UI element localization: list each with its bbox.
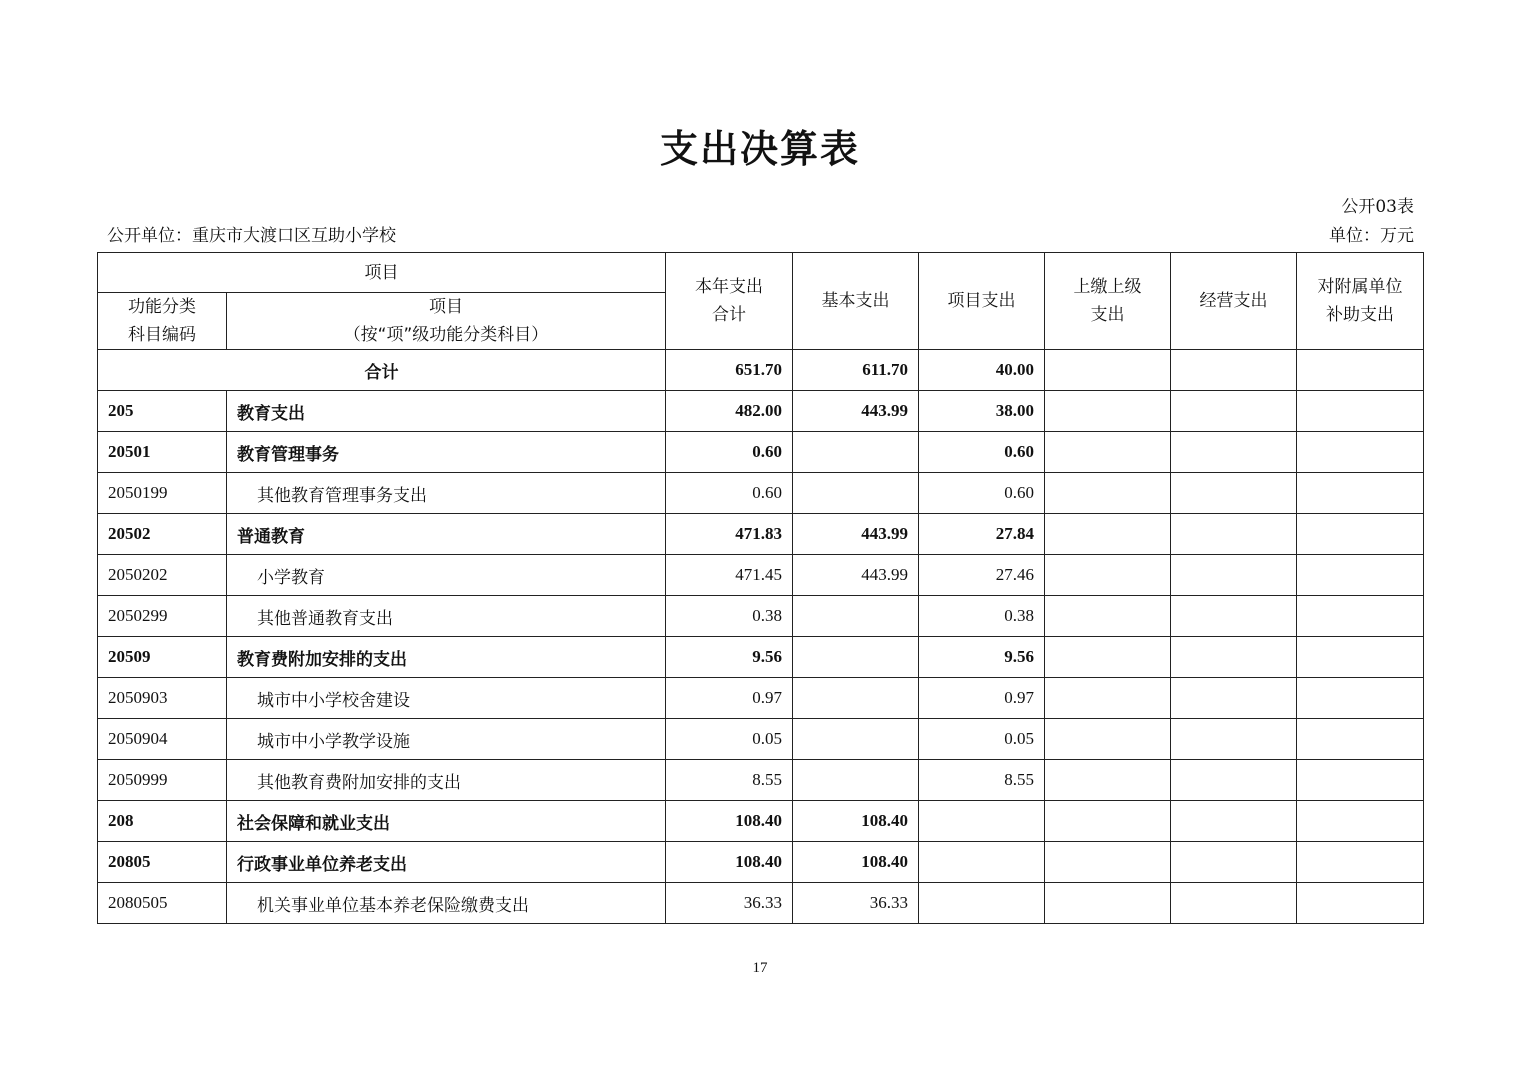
cell-subsidy [1297,555,1424,596]
form-number: 公开03表 [1341,197,1414,217]
cell-basic [793,596,919,637]
total-cell-basic: 611.70 [793,350,919,391]
table-row [98,555,1424,596]
cell-basic: 108.40 [793,842,919,883]
cell-basic: 443.99 [793,391,919,432]
cell-basic [793,473,919,514]
cell-remit [1045,883,1171,924]
header-project-expense: 项目支出 [919,253,1045,350]
table-row [98,883,1424,924]
cell-project: 0.60 [919,432,1045,473]
header-business: 经营支出 [1171,253,1297,350]
cell-basic [793,678,919,719]
cell-code: 205 [98,391,227,432]
cell-code: 2050202 [98,555,227,596]
cell-remit [1045,801,1171,842]
cell-code: 2050199 [98,473,227,514]
cell-total: 8.55 [666,760,793,801]
cell-basic [793,719,919,760]
table-row [98,596,1424,637]
cell-project [919,883,1045,924]
cell-basic: 36.33 [793,883,919,924]
total-cell-business [1171,350,1297,391]
cell-basic: 108.40 [793,801,919,842]
cell-name: 其他普通教育支出 [227,596,666,637]
table-row [98,432,1424,473]
cell-code: 2080505 [98,883,227,924]
cell-basic [793,432,919,473]
header-name-line2: （按“项”级功能分类科目） [343,325,549,345]
cell-name: 社会保障和就业支出 [227,801,666,842]
cell-subsidy [1297,596,1424,637]
cell-business [1171,801,1297,842]
cell-business [1171,842,1297,883]
cell-business [1171,555,1297,596]
cell-subsidy [1297,514,1424,555]
header-code-line2: 科目编码 [128,325,196,345]
cell-business [1171,596,1297,637]
table-row [98,514,1424,555]
cell-subsidy [1297,760,1424,801]
header-total [666,253,793,350]
cell-remit [1045,719,1171,760]
cell-name: 城市中小学教学设施 [227,719,666,760]
cell-subsidy [1297,678,1424,719]
total-cell-total: 651.70 [666,350,793,391]
cell-remit [1045,842,1171,883]
header-name-line1: 项目 [429,297,463,317]
expenditure-table [97,252,1424,924]
table-row [98,391,1424,432]
cell-project: 27.46 [919,555,1045,596]
cell-subsidy [1297,719,1424,760]
cell-code: 208 [98,801,227,842]
unit-of-measure: 单位：万元 [1329,226,1414,246]
cell-name: 城市中小学校舍建设 [227,678,666,719]
cell-subsidy [1297,637,1424,678]
cell-total: 0.60 [666,432,793,473]
cell-name: 普通教育 [227,514,666,555]
cell-total: 0.97 [666,678,793,719]
cell-total: 9.56 [666,637,793,678]
cell-project: 8.55 [919,760,1045,801]
cell-subsidy [1297,883,1424,924]
cell-subsidy [1297,801,1424,842]
cell-business [1171,514,1297,555]
table-row [98,801,1424,842]
header-project-group: 项目 [98,253,666,293]
cell-basic: 443.99 [793,514,919,555]
cell-remit [1045,432,1171,473]
table-row [98,760,1424,801]
cell-business [1171,678,1297,719]
cell-total: 0.05 [666,719,793,760]
cell-name: 其他教育管理事务支出 [227,473,666,514]
cell-code: 20509 [98,637,227,678]
cell-total: 471.45 [666,555,793,596]
cell-business [1171,432,1297,473]
header-total-line1: 本年支出 [695,277,763,297]
cell-remit [1045,514,1171,555]
cell-total: 108.40 [666,801,793,842]
header-total-line2: 合计 [712,305,746,325]
cell-subsidy [1297,432,1424,473]
cell-code: 20501 [98,432,227,473]
cell-name: 机关事业单位基本养老保险缴费支出 [227,883,666,924]
page-title: 支出决算表 [659,127,860,171]
cell-code: 2050299 [98,596,227,637]
cell-total: 36.33 [666,883,793,924]
cell-remit [1045,637,1171,678]
cell-business [1171,637,1297,678]
cell-subsidy [1297,842,1424,883]
cell-remit [1045,760,1171,801]
cell-code: 2050999 [98,760,227,801]
total-cell-subsidy [1297,350,1424,391]
header-remit [1045,253,1171,350]
header-remit-line1: 上缴上级 [1073,277,1142,297]
cell-project: 27.84 [919,514,1045,555]
cell-remit [1045,555,1171,596]
cell-total: 0.60 [666,473,793,514]
header-basic: 基本支出 [793,253,919,350]
cell-remit [1045,596,1171,637]
table-row [98,842,1424,883]
table-row [98,719,1424,760]
table-row [98,678,1424,719]
reporting-unit: 公开单位：重庆市大渡口区互助小学校 [107,226,396,246]
cell-business [1171,473,1297,514]
cell-total: 108.40 [666,842,793,883]
cell-remit [1045,391,1171,432]
cell-code: 20502 [98,514,227,555]
cell-project: 0.60 [919,473,1045,514]
header-subsidy-line2: 补助支出 [1326,305,1394,325]
cell-project: 0.38 [919,596,1045,637]
total-label: 合计 [98,350,666,391]
header-name [227,293,666,350]
cell-project: 0.05 [919,719,1045,760]
cell-remit [1045,678,1171,719]
total-row [98,350,1424,391]
cell-name: 行政事业单位养老支出 [227,842,666,883]
cell-remit [1045,473,1171,514]
cell-name: 教育支出 [227,391,666,432]
cell-basic [793,760,919,801]
cell-total: 0.38 [666,596,793,637]
cell-business [1171,719,1297,760]
page-number: 17 [752,960,768,976]
total-cell-remit [1045,350,1171,391]
header-code [98,293,227,350]
header-remit-line2: 支出 [1090,305,1125,325]
cell-basic: 443.99 [793,555,919,596]
cell-name: 教育费附加安排的支出 [227,637,666,678]
total-cell-project: 40.00 [919,350,1045,391]
cell-project [919,801,1045,842]
cell-subsidy [1297,473,1424,514]
cell-name: 教育管理事务 [227,432,666,473]
table-row [98,637,1424,678]
cell-business [1171,391,1297,432]
cell-project: 9.56 [919,637,1045,678]
cell-subsidy [1297,391,1424,432]
cell-code: 2050904 [98,719,227,760]
header-code-line1: 功能分类 [128,297,196,317]
cell-business [1171,760,1297,801]
cell-code: 2050903 [98,678,227,719]
cell-name: 小学教育 [227,555,666,596]
cell-project [919,842,1045,883]
cell-total: 471.83 [666,514,793,555]
cell-basic [793,637,919,678]
cell-total: 482.00 [666,391,793,432]
cell-project: 38.00 [919,391,1045,432]
cell-name: 其他教育费附加安排的支出 [227,760,666,801]
cell-project: 0.97 [919,678,1045,719]
header-subsidy [1297,253,1424,350]
cell-code: 20805 [98,842,227,883]
table-row [98,473,1424,514]
cell-business [1171,883,1297,924]
header-subsidy-line1: 对附属单位 [1317,277,1403,297]
